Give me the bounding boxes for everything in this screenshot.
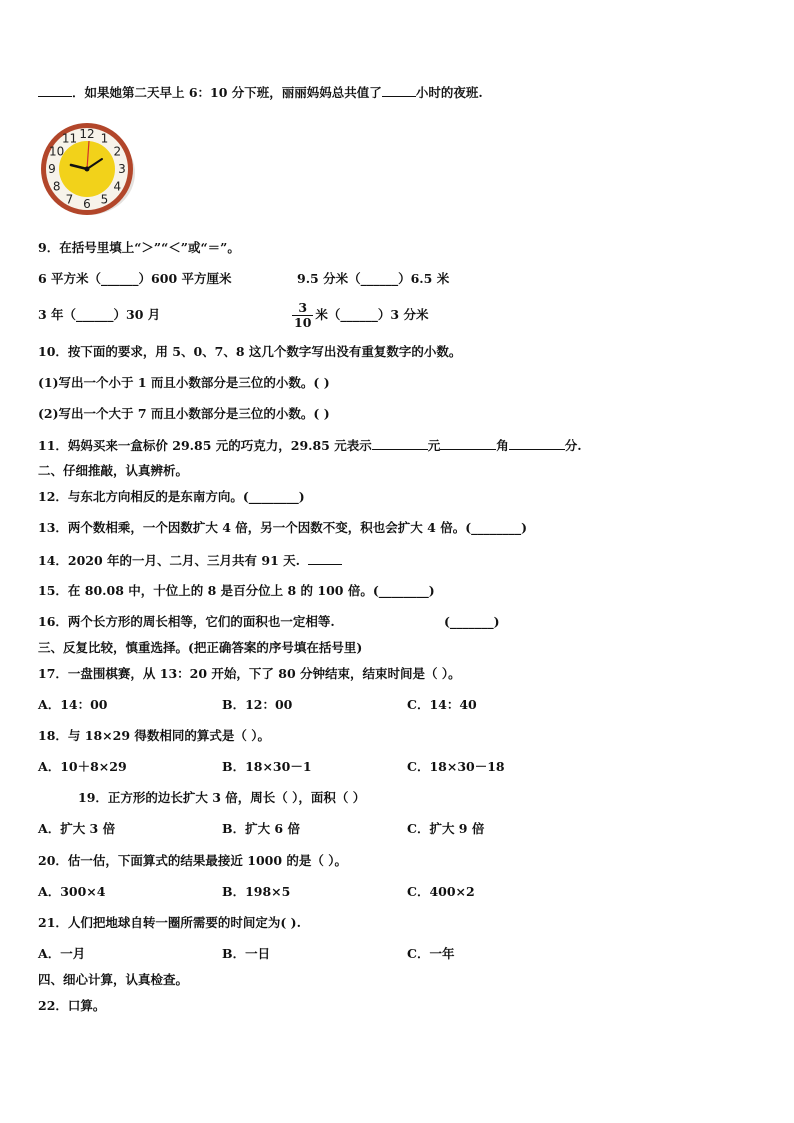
q17-question: 17．一盘围棋赛，从 13：20 开始，下了 80 分钟结束，结束时间是（ ）。 [38,666,461,681]
q22-text: 22．口算。 [38,998,106,1013]
q21-option-c[interactable]: C．一年 [407,946,455,961]
clock-numeral: 10 [49,144,65,159]
q20-question: 20．估一估，下面算式的结果最接近 1000 的是（ ）。 [38,853,347,868]
clock-numeral: 12 [79,127,95,141]
clock-numeral: 7 [65,192,74,207]
q19-option-c[interactable]: C．扩大 9 倍 [407,821,485,836]
q18-option-a[interactable]: A．10＋8×29 [38,759,127,774]
q16-text: 16．两个长方形的周长相等，它们的面积也一定相等. [38,614,335,629]
answer-blank[interactable] [509,437,565,450]
fraction-numerator: 3 [292,301,313,316]
q21-option-b[interactable]: B．一日 [222,946,271,961]
q16-answer-paren[interactable]: (_______) [444,614,500,629]
clock-numeral: 3 [118,162,126,176]
q20-option-c[interactable]: C．400×2 [407,884,475,899]
q20-option-b[interactable]: B．198×5 [222,884,291,899]
q21-option-a[interactable]: A．一月 [38,946,86,961]
clock-numeral: 9 [48,162,56,176]
q18-option-b[interactable]: B．18×30－1 [222,759,312,774]
q13-text: 13．两个数相乘，一个因数扩大 4 倍，另一个因数不变，积也会扩大 4 倍。(________) [38,520,528,535]
q17-option-c[interactable]: C．14：40 [407,697,477,712]
section-4-heading: 四、细心计算，认真检查。 [38,972,189,987]
clock-image [40,121,140,217]
q10-part1: (1)写出一个小于 1 而且小数部分是三位的小数。( ) [38,375,330,390]
answer-blank[interactable] [440,437,496,450]
q14-line [38,552,342,569]
clock-numeral: 6 [83,197,91,211]
q8-text-mid: ．如果她第二天早上 6：10 分下班，丽丽妈妈总共值了 [72,85,382,100]
q9-row2-a: 3 年（______）30 月 [38,307,161,322]
answer-blank[interactable] [372,437,428,450]
fraction-denominator: 10 [294,315,312,330]
clock-numeral: 8 [52,179,61,194]
q15-text: 15．在 80.08 中，十位上的 8 是百分位上 8 的 100 倍。(________) [38,583,435,598]
clock-numeral: 11 [61,131,78,146]
q17-option-b[interactable]: B．12：00 [222,697,293,712]
clock-numeral: 2 [113,144,122,159]
q19-option-a[interactable]: A．扩大 3 倍 [38,821,116,836]
fraction [292,301,313,330]
q10-part2: (2)写出一个大于 7 而且小数部分是三位的小数。( ) [38,406,330,421]
q17-option-a[interactable]: A．14：00 [38,697,108,712]
q8-line [38,84,483,101]
q8-text-end: 小时的夜班. [415,85,483,100]
q9-row2-b [292,296,428,334]
q19-option-b[interactable]: B．扩大 6 倍 [222,821,300,836]
q18-option-c[interactable]: C．18×30－18 [407,759,505,774]
section-2-heading: 二、仔细推敲，认真辨析。 [38,463,189,478]
q9-title: 9．在括号里填上“＞”“＜”或“＝”。 [38,240,240,255]
clock-numeral: 5 [100,192,109,207]
q11-unit-yuan: 元 [427,438,441,453]
clock-numeral: 1 [100,131,109,146]
answer-blank[interactable] [308,552,342,565]
q11-text: 11．妈妈买来一盒标价 29.85 元的巧克力，29.85 元表示 [38,438,372,453]
clock-numeral: 4 [113,179,122,194]
q10-title: 10．按下面的要求，用 5、0、7、8 这几个数字写出没有重复数字的小数。 [38,344,462,359]
q19-question: 19．正方形的边长扩大 3 倍，周长（ ），面积（ ） [78,790,366,805]
answer-blank[interactable] [38,84,72,97]
q11-line [38,437,582,454]
answer-blank[interactable] [382,84,416,97]
q18-question: 18．与 18×29 得数相同的算式是（ ）。 [38,728,270,743]
q9-row1-b: 9.5 分米（______）6.5 米 [297,271,450,286]
q12-text: 12．与东北方向相反的是东南方向。(________) [38,489,305,504]
q20-option-a[interactable]: A．300×4 [38,884,106,899]
section-3-heading: 三、反复比较，慎重选择。(把正确答案的序号填在括号里) [38,640,363,655]
q21-question: 21．人们把地球自转一圈所需要的时间定为( ). [38,915,301,930]
q11-unit-jiao: 角 [496,438,509,453]
q11-unit-fen: 分. [564,438,582,453]
q9-row2-b-text: 米（______）3 分米 [315,307,429,322]
q14-text: 14．2020 年的一月、二月、三月共有 91 天. [38,553,300,568]
q9-row1-a: 6 平方米（______）600 平方厘米 [38,271,232,286]
